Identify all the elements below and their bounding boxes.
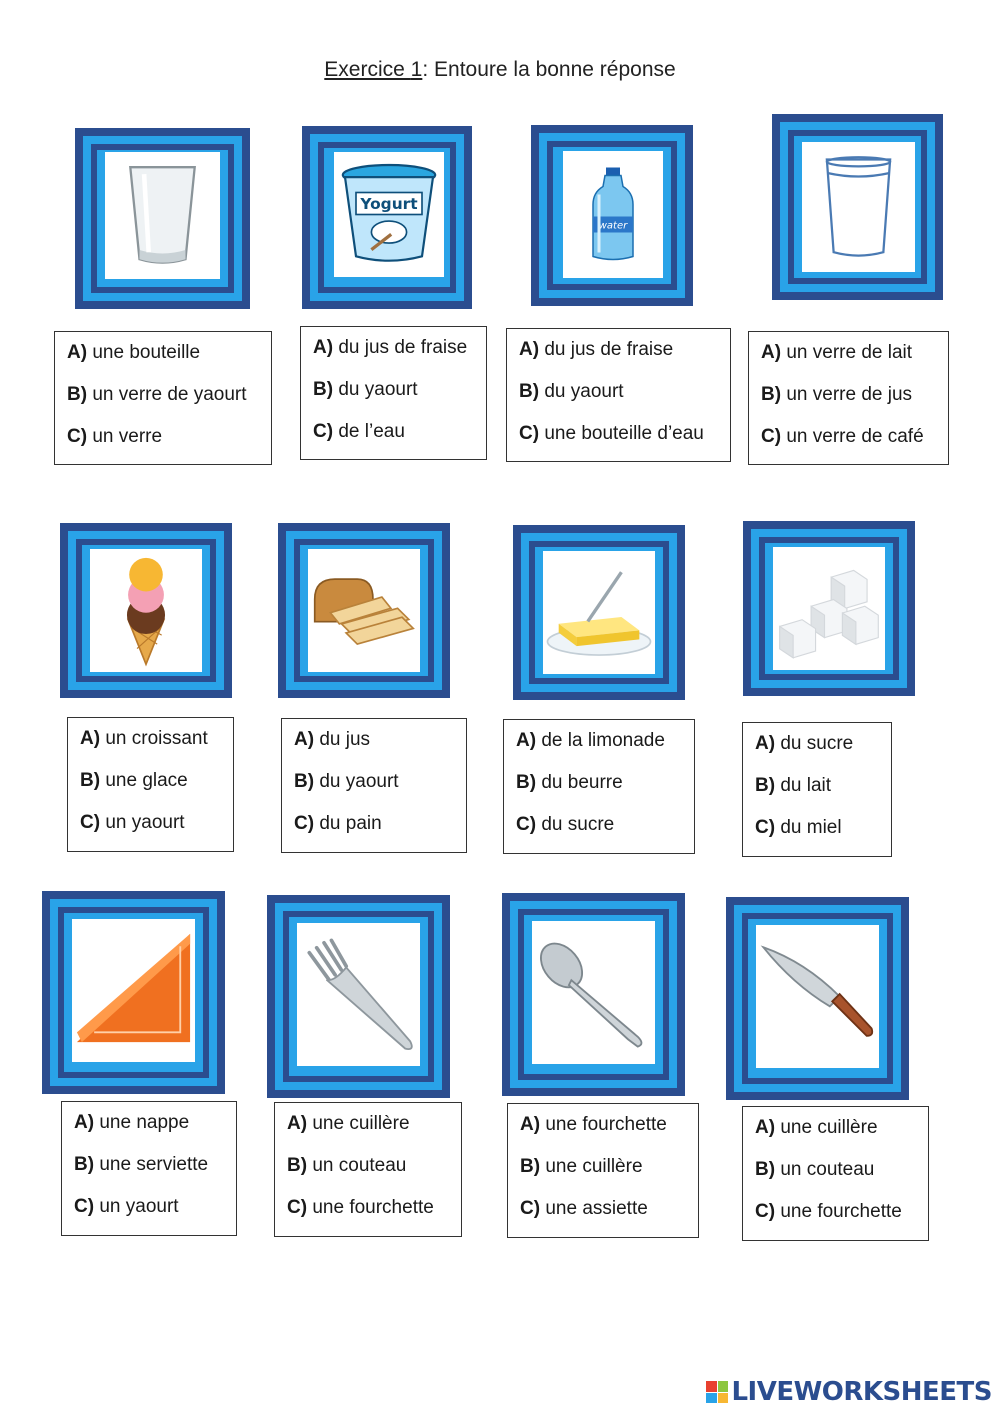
option-a[interactable]: A) du jus de fraise	[519, 339, 674, 360]
knife-icon	[756, 925, 879, 1068]
answer-box-12	[742, 1106, 929, 1241]
option-a[interactable]: A) du jus	[294, 729, 371, 750]
option-c[interactable]: C) une assiette	[520, 1198, 648, 1219]
option-a[interactable]: A) du jus de fraise	[313, 337, 468, 358]
option-b[interactable]: B) une cuillère	[520, 1156, 643, 1177]
answer-box-4	[748, 331, 949, 465]
picture-frame-3	[531, 125, 693, 306]
option-a[interactable]: A) un verre de lait	[761, 342, 913, 363]
picture-frame-5	[60, 523, 232, 698]
title-underlined: Exercice	[324, 58, 411, 81]
title-instruction: : Entoure la bonne réponse	[422, 58, 676, 81]
answer-box-7	[503, 719, 695, 854]
picture-frame-2	[302, 126, 472, 309]
option-c[interactable]: C) un verre de café	[761, 426, 924, 447]
option-b[interactable]: B) une glace	[80, 770, 188, 791]
sugar-cubes-icon	[773, 547, 885, 670]
option-a[interactable]: A) une cuillère	[287, 1113, 410, 1134]
option-a[interactable]: A) une cuillère	[755, 1117, 878, 1138]
answer-box-2	[300, 326, 487, 460]
answer-box-5	[67, 717, 234, 852]
yogurt-icon	[334, 152, 444, 277]
option-b[interactable]: B) une serviette	[74, 1154, 209, 1175]
answer-box-1	[54, 331, 272, 465]
title-number: 1	[410, 58, 423, 81]
option-b[interactable]: B) un verre de yaourt	[67, 384, 247, 405]
picture-frame-4	[772, 114, 943, 300]
answer-box-6	[281, 718, 467, 853]
picture-frame-1	[75, 128, 250, 309]
picture-frame-8	[743, 521, 915, 696]
picture-frame-9	[42, 891, 225, 1094]
option-b[interactable]: B) du lait	[755, 775, 832, 796]
option-a[interactable]: A) du sucre	[755, 733, 854, 754]
ice-cream-icon	[90, 549, 202, 672]
napkin-icon	[72, 919, 195, 1062]
answer-box-3	[506, 328, 731, 462]
option-b[interactable]: B) du yaourt	[313, 379, 418, 400]
yogurt-label: Yogurt	[360, 195, 418, 213]
bread-icon	[308, 549, 420, 672]
option-a[interactable]: A) de la limonade	[516, 730, 665, 751]
option-b[interactable]: B) un couteau	[755, 1159, 875, 1180]
exercise-title	[0, 58, 1000, 82]
butter-icon	[543, 551, 655, 674]
option-c[interactable]: C) un yaourt	[80, 812, 185, 833]
option-c[interactable]: C) un yaourt	[74, 1196, 179, 1217]
empty-glass-icon	[105, 152, 220, 279]
option-c[interactable]: C) de l’eau	[313, 421, 405, 442]
answer-box-11	[507, 1103, 699, 1238]
answer-box-9	[61, 1101, 237, 1236]
option-b[interactable]: B) du yaourt	[519, 381, 624, 402]
option-c[interactable]: C) du pain	[294, 813, 382, 834]
option-b[interactable]: B) un couteau	[287, 1155, 407, 1176]
option-c[interactable]: C) un verre	[67, 426, 163, 447]
liveworksheets-logo[interactable]	[706, 1377, 992, 1407]
option-a[interactable]: A) une bouteille	[67, 342, 201, 363]
option-c[interactable]: C) du miel	[755, 817, 842, 838]
option-b[interactable]: B) du yaourt	[294, 771, 399, 792]
picture-frame-7	[513, 525, 685, 700]
logo-text: LIVEWORKSHEETS	[731, 1377, 992, 1407]
option-c[interactable]: C) du sucre	[516, 814, 615, 835]
fork-icon	[297, 923, 420, 1066]
answer-box-8	[742, 722, 892, 857]
spoon-icon	[532, 921, 655, 1064]
option-a[interactable]: A) une fourchette	[520, 1114, 667, 1135]
water-label: water	[598, 220, 628, 232]
picture-frame-12	[726, 897, 909, 1100]
option-c[interactable]: C) une bouteille d’eau	[519, 423, 704, 444]
option-c[interactable]: C) une fourchette	[287, 1197, 434, 1218]
logo-squares-icon	[706, 1381, 728, 1403]
option-a[interactable]: A) une nappe	[74, 1112, 190, 1133]
answer-box-10	[274, 1102, 462, 1237]
option-b[interactable]: B) un verre de jus	[761, 384, 913, 405]
water-bottle-icon	[563, 151, 663, 278]
option-c[interactable]: C) une fourchette	[755, 1201, 902, 1222]
option-a[interactable]: A) un croissant	[80, 728, 208, 749]
option-b[interactable]: B) du beurre	[516, 772, 623, 793]
picture-frame-11	[502, 893, 685, 1096]
picture-frame-10	[267, 895, 450, 1098]
picture-frame-6	[278, 523, 450, 698]
glass-of-milk-icon	[802, 142, 915, 272]
